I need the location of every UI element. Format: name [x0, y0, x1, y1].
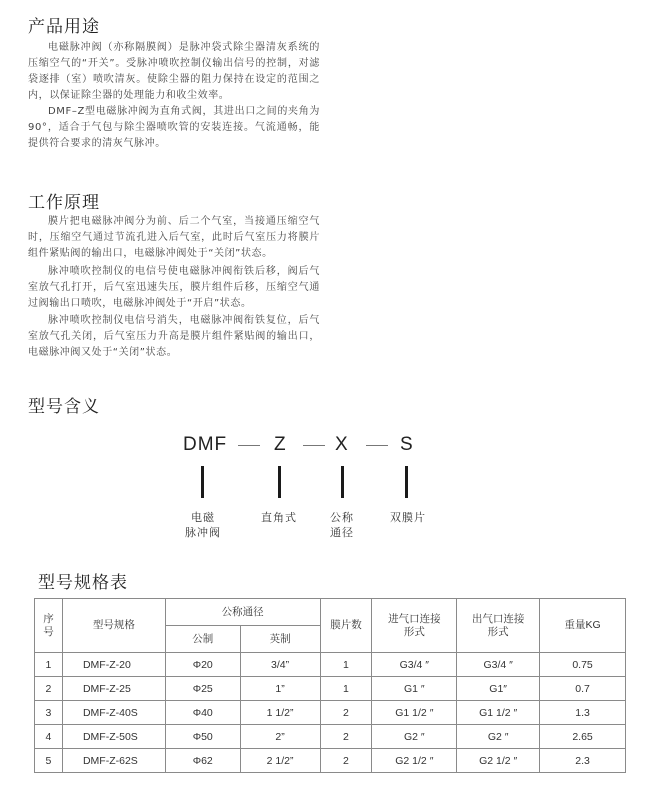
section-title-principle: 工作原理 — [28, 193, 100, 213]
code-pointer-bar — [201, 466, 204, 498]
cell-diaphragms: 1 — [320, 677, 372, 701]
header-metric: 公制 — [165, 626, 240, 653]
usage-paragraph-2: DMF–Z型电磁脉冲阀为直角式阀，其进出口之间的夹角为90°，适合于气包与除尘器喷吹管的安装连接。气流通畅，能提供符合要求的清灰气脉冲。 — [28, 106, 320, 149]
cell-weight: 2.3 — [540, 749, 626, 773]
cell-weight: 0.7 — [540, 677, 626, 701]
cell-seq: 4 — [35, 725, 63, 749]
principle-paragraph-1: 膜片把电磁脉冲阀分为前、后二个气室，当接通压缩空气时，压缩空气通过节流孔进入后气室，此时后气室压力将膜片组件紧贴阀的输出口，电磁脉冲阀处于“关闭”状态。 — [28, 216, 320, 259]
header-model: 型号规格 — [62, 599, 165, 653]
code-pointer-bar — [341, 466, 344, 498]
cell-metric: Φ62 — [165, 749, 240, 773]
section-title-model-meaning: 型号含义 — [28, 397, 100, 417]
principle-paragraph-3: 脉冲喷吹控制仪电信号消失，电磁脉冲阀衔铁复位，后气室放气孔关闭，后气室压力升高是膜片组件紧贴阀的输出口，电磁脉冲阀又处于“关闭”状态。 — [28, 315, 320, 358]
code-label-nominal-diameter: 公称 通径 — [330, 511, 354, 539]
header-inlet: 进气口连接 形式 — [372, 599, 457, 653]
cell-outlet: G1 1/2 ″ — [457, 701, 540, 725]
cell-imperial: 2” — [240, 725, 320, 749]
header-diaphragms: 膜片数 — [320, 599, 372, 653]
cell-model: DMF-Z-62S — [62, 749, 165, 773]
cell-imperial: 3/4” — [240, 653, 320, 677]
cell-imperial: 2 1/2” — [240, 749, 320, 773]
section-title-spec-table: 型号规格表 — [38, 573, 128, 593]
code-label-valve: 电磁 脉冲阀 — [185, 511, 221, 539]
cell-metric: Φ50 — [165, 725, 240, 749]
cell-inlet: G1 ″ — [372, 677, 457, 701]
code-part-z: Z — [274, 434, 287, 455]
cell-outlet: G1″ — [457, 677, 540, 701]
table-row — [35, 677, 626, 701]
cell-outlet: G2 ″ — [457, 725, 540, 749]
code-label-right-angle: 直角式 — [261, 511, 297, 524]
table-row — [35, 749, 626, 773]
cell-model: DMF-Z-25 — [62, 677, 165, 701]
cell-model: DMF-Z-50S — [62, 725, 165, 749]
cell-outlet: G3/4 ″ — [457, 653, 540, 677]
header-weight: 重量KG — [540, 599, 626, 653]
cell-model: DMF-Z-20 — [62, 653, 165, 677]
header-outlet: 出气口连接 形式 — [457, 599, 540, 653]
usage-paragraph-1: 电磁脉冲阀（亦称隔膜阀）是脉冲袋式除尘器清灰系统的压缩空气的“开关”。受脉冲喷吹控制仪输出信号的控制，对滤袋逐排（室）喷吹清灰。使除尘器的阻力保持在设定的范围之内，以保证除尘器的处理能力和收尘效率。 — [28, 42, 320, 101]
cell-inlet: G3/4 ″ — [372, 653, 457, 677]
cell-diaphragms: 2 — [320, 749, 372, 773]
cell-diaphragms: 2 — [320, 725, 372, 749]
cell-diaphragms: 2 — [320, 701, 372, 725]
cell-metric: Φ40 — [165, 701, 240, 725]
section-title-usage: 产品用途 — [28, 17, 100, 37]
cell-inlet: G1 1/2 ″ — [372, 701, 457, 725]
cell-seq: 2 — [35, 677, 63, 701]
header-imperial: 英制 — [240, 626, 320, 653]
cell-model: DMF-Z-40S — [62, 701, 165, 725]
cell-weight: 0.75 — [540, 653, 626, 677]
cell-weight: 1.3 — [540, 701, 626, 725]
code-separator — [366, 445, 388, 446]
table-row — [35, 653, 626, 677]
table-row — [35, 725, 626, 749]
code-separator — [303, 445, 325, 446]
code-pointer-bar — [278, 466, 281, 498]
code-part-x: X — [335, 434, 349, 455]
cell-inlet: G2 ″ — [372, 725, 457, 749]
cell-imperial: 1” — [240, 677, 320, 701]
cell-imperial: 1 1/2” — [240, 701, 320, 725]
cell-outlet: G2 1/2 ″ — [457, 749, 540, 773]
header-seq: 序 号 — [35, 599, 63, 653]
cell-metric: Φ20 — [165, 653, 240, 677]
cell-diaphragms: 1 — [320, 653, 372, 677]
cell-seq: 3 — [35, 701, 63, 725]
code-pointer-bar — [405, 466, 408, 498]
code-label-double-diaphragm: 双膜片 — [390, 511, 426, 524]
spec-table — [34, 598, 626, 773]
table-row — [35, 701, 626, 725]
cell-seq: 1 — [35, 653, 63, 677]
code-part-dmf: DMF — [183, 434, 228, 455]
code-part-s: S — [400, 434, 414, 455]
code-separator — [238, 445, 260, 446]
header-diameter: 公称通径 — [165, 599, 320, 626]
cell-inlet: G2 1/2 ″ — [372, 749, 457, 773]
principle-paragraph-2: 脉冲喷吹控制仪的电信号使电磁脉冲阀衔铁后移，阀后气室放气孔打开，后气室迅速失压，膜片组件后移，压缩空气通过阀输出口喷吹，电磁脉冲阀处于“开启”状态。 — [28, 266, 320, 309]
cell-seq: 5 — [35, 749, 63, 773]
cell-metric: Φ25 — [165, 677, 240, 701]
cell-weight: 2.65 — [540, 725, 626, 749]
